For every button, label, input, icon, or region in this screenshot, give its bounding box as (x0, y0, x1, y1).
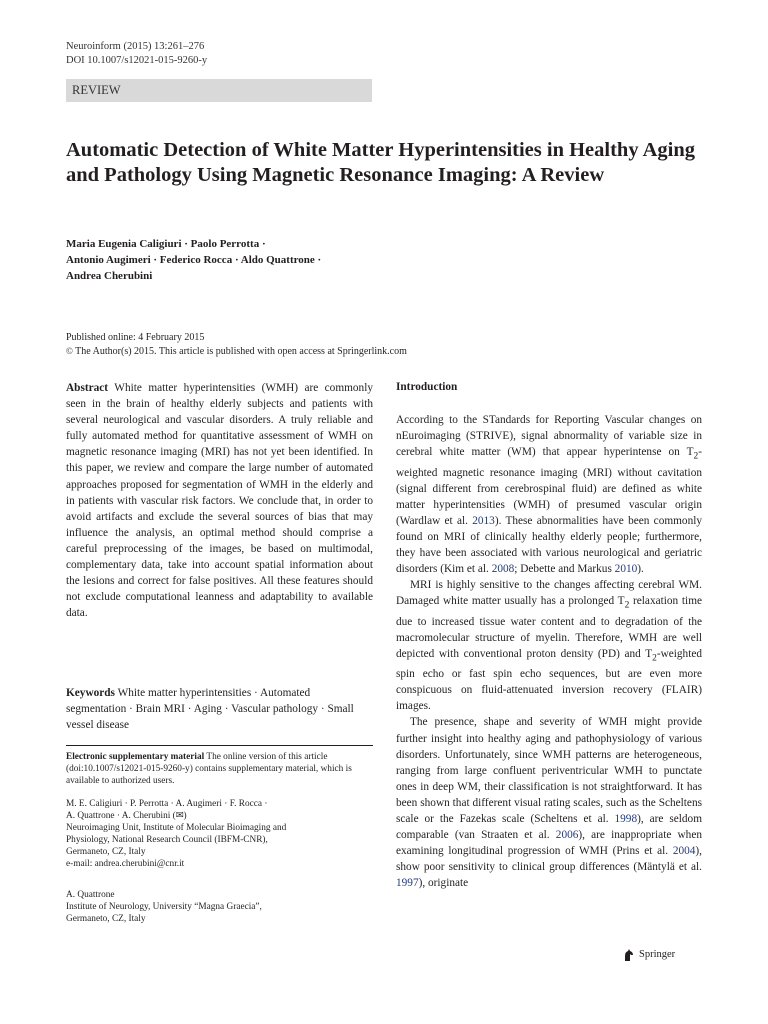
citation-link[interactable]: 1998 (614, 813, 638, 825)
supplementary-note (66, 751, 373, 788)
author-line: Andrea Cherubini (66, 270, 153, 282)
affiliation-line: Germaneto, CZ, Italy (66, 847, 146, 857)
citation-link[interactable]: 2013 (472, 514, 495, 527)
keywords-text: White matter hyperintensities · Automated segmentation · Brain MRI · Aging · Vascular pathology · Small vessel disease (66, 687, 354, 732)
affiliation-primary (66, 798, 373, 870)
citation-link[interactable]: 2006 (555, 829, 579, 842)
copyright-line (66, 345, 407, 359)
published-date: Published online: 4 February 2015 (66, 332, 205, 343)
author-line: Maria Eugenia Caligiuri · Paolo Perrotta · (66, 238, 266, 250)
affiliation-line: Neuroimaging Unit, Institute of Molecular Bioimaging and (66, 823, 287, 833)
affiliation-line: A. Quattrone (66, 890, 115, 900)
journal-meta (66, 40, 207, 68)
affiliation-secondary (66, 889, 373, 925)
keywords (66, 685, 373, 733)
keywords-label: Keywords (66, 687, 115, 699)
email-line[interactable]: e-mail: andrea.cherubini@cnr.it (66, 859, 185, 869)
author-list (66, 236, 466, 284)
intro-paragraph: MRI is highly sensitive to the changes affecting cerebral WM. Damaged white matter usually has a prolonged $T_2$ relaxation time due to increased tissue water content and to degradation of the macromolecular structure of myelin. Therefore, WMH are well depicted with conventional proton density (PD) and $T_2$-weighted spin echo or fast spin echo sequences, but are even more conspicuous on fluid-attenuated inversion recovery (FLAIR) images. (396, 579, 702, 713)
publisher-name: Springer (639, 949, 676, 960)
introduction-heading: Introduction (396, 381, 458, 393)
citation-link[interactable]: 1997 (396, 877, 419, 890)
affiliation-line: M. E. Caligiuri · P. Perrotta · A. Augimeri · F. Rocca · (66, 799, 268, 809)
author-line: Antonio Augimeri · Federico Rocca · Aldo Quattrone · (66, 254, 322, 266)
copyright-text: The Author(s) 2015. This article is published with open access at Springerlink.com (75, 345, 407, 357)
paper-title: Automatic Detection of White Matter Hyperintensities in Healthy Aging and Pathology Using Magnetic Resonance Imaging: A Review (66, 139, 695, 186)
citation-link[interactable]: 2010 (614, 563, 638, 576)
article-type-label: REVIEW (72, 83, 121, 97)
affiliation-line: Institute of Neurology, University “Magna Graecia”, (66, 902, 262, 912)
intro-paragraph: According to the STandards for Reporting Vascular changes on nEuroimaging (STRIVE), signal abnormality of variable size in cerebral white matter (WM) that appear hyperintense on $T_2$-weighted magnetic resonance imaging (MRI) without cavitation (signal different from cerebrospinal fluid) are defined as white matter hyperintensities (WMH) of presumed vascular origin (Wardlaw et al. 2013). These abnormalities have been commonly found on MRI of clinically healthy elderly people; furthermore, they have been associated with various neurological and geriatric disorders (Kim et al. 2008; Debette and Markus 2010). (396, 414, 703, 576)
abstract (66, 380, 373, 621)
citation-link[interactable]: 2008 (491, 563, 515, 576)
affiliation-line: Physiology, National Research Council (IBFM-CNR), (66, 835, 268, 845)
esm-label: Electronic supplementary material (66, 752, 205, 762)
citation-link[interactable]: 2004 (672, 845, 696, 858)
doi[interactable]: DOI 10.1007/s12021-015-9260-y (66, 55, 208, 66)
introduction-body (396, 412, 702, 891)
springer-horse-icon (622, 948, 636, 962)
esm-text: The online version of this article (doi:10.1007/s12021-015-9260-y) contains supplementary material, which is available to authorized users. (66, 752, 352, 787)
publisher-logo (622, 947, 675, 963)
intro-paragraph: The presence, shape and severity of WMH might provide further insight into healthy aging and pathophysiology of various disorders. Unfortunately, since WMH patterns are heterogeneous, ranging from large confluent periventricular WMH to punctate ones in deep WM, their classification is not straightforward. It has been shown that different visual rating scales, such as the Scheltens scale or the Fazekas scale (Scheltens et al. 1998), are seldom comparable (van Straaten et al. 2006), are inappropriate when examining longitudinal progression of WMH (Prins et al. 2004), show poor sensitivity to clinical group differences (Mäntylä et al. 1997), originate (396, 716, 702, 890)
article-type-banner (66, 79, 372, 102)
affiliation-line: A. Quattrone · A. Cherubini (✉) (66, 811, 187, 821)
footnote-divider (66, 745, 373, 746)
abstract-text: White matter hyperintensities (WMH) are commonly seen in the brain of healthy elderly subjects and patients with several neurological and vascular disorders. A truly reliable and fully automated method for quantitative assessment of WMH on magnetic resonance imaging (MRI) has not yet been identified. In this paper, we review and compare the large number of automated approaches proposed for segmentation of WMH in the elderly and in patients with vascular risk factors. We conclude that, in order to avoid artifacts and exclude the several sources of bias that may influence the analysis, an optimal method should comprise a careful preprocessing of the images, be based on multimodal, complementary data, take into account spatial information about the lesions and correct for false positives. All these features should not exclude computational leanness and adaptability to available data. (66, 382, 373, 620)
abstract-label: Abstract (66, 382, 109, 394)
publication-info (66, 332, 407, 358)
journal-citation: Neuroinform (2015) 13:261–276 (66, 41, 205, 52)
affiliation-line: Germaneto, CZ, Italy (66, 914, 146, 924)
copyright-icon: © (66, 345, 73, 356)
